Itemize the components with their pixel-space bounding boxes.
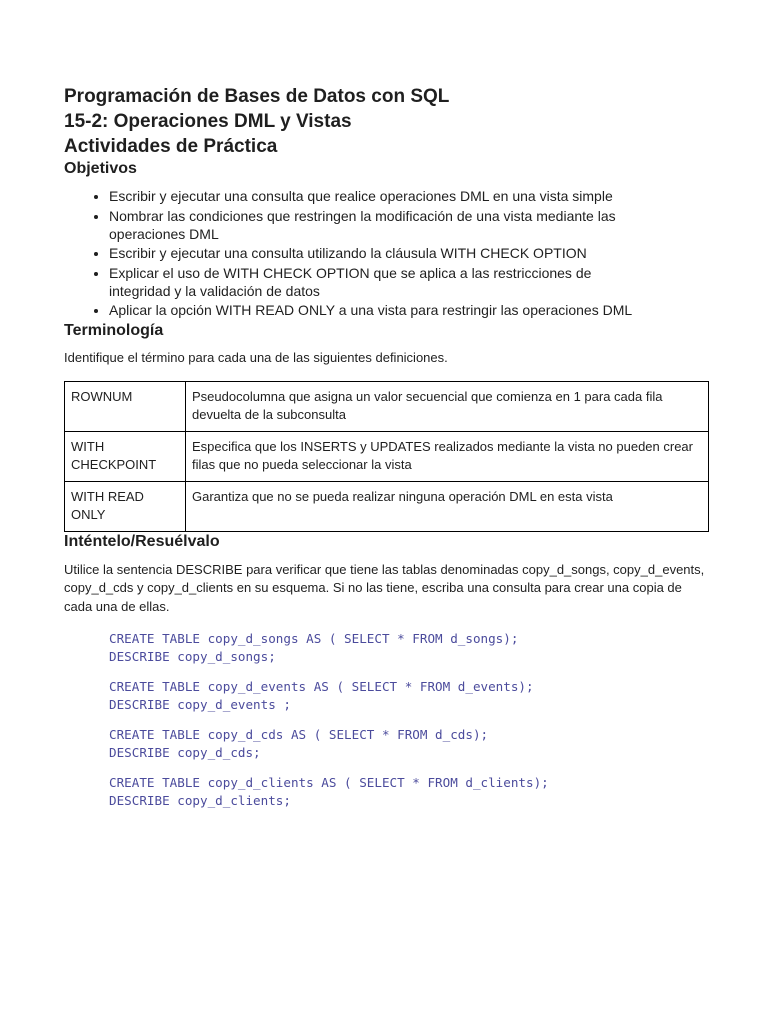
table-row	[65, 431, 709, 481]
definition-cell: Garantiza que no se pueda realizar ninguna operación DML en esta vista	[186, 481, 709, 531]
terminology-intro: Identifique el término para cada una de las siguientes definiciones.	[64, 349, 448, 365]
lesson-title: 15-2: Operaciones DML y Vistas	[64, 111, 352, 132]
code-group	[109, 726, 710, 762]
try-it-instructions: Utilice la sentencia DESCRIBE para verificar que tiene las tablas denominadas copy_d_songs, copy_d_events, copy_d_cds y copy_d_clients en su esquema. Si no las tiene, escriba una consulta para crear una copia de cada una de ellas.	[64, 561, 705, 614]
document-page	[64, 84, 710, 822]
create-statement: CREATE TABLE copy_d_songs AS ( SELECT * FROM d_songs);	[109, 631, 519, 646]
table-row	[65, 381, 709, 431]
activity-title: Actividades de Práctica	[64, 136, 278, 157]
terminology-table	[64, 381, 709, 532]
create-statement: CREATE TABLE copy_d_events AS ( SELECT * FROM d_events);	[109, 679, 534, 694]
objectives-list	[64, 187, 710, 319]
code-group	[109, 774, 710, 810]
describe-statement: DESCRIBE copy_d_events ;	[109, 697, 291, 712]
definition-cell: Especifica que los INSERTS y UPDATES realizados mediante la vista no pueden crear filas que no pueda seleccionar la vista	[186, 431, 709, 481]
course-title: Programación de Bases de Datos con SQL	[64, 86, 450, 107]
describe-statement: DESCRIBE copy_d_songs;	[109, 649, 276, 664]
term-cell: WITH READ ONLY	[65, 481, 186, 531]
code-group	[109, 630, 710, 666]
terminology-heading: Terminología	[64, 321, 164, 339]
term-cell: WITH CHECKPOINT	[65, 431, 186, 481]
definition-cell: Pseudocolumna que asigna un valor secuencial que comienza en 1 para cada fila devuelta de la subconsulta	[186, 381, 709, 431]
list-item: • Escribir y ejecutar una consulta que realice operaciones DML en una vista simple	[109, 187, 710, 205]
document-title	[64, 84, 710, 159]
create-statement: CREATE TABLE copy_d_clients AS ( SELECT * FROM d_clients);	[109, 775, 549, 790]
describe-statement: DESCRIBE copy_d_clients;	[109, 793, 291, 808]
list-item: • Explicar el uso de WITH CHECK OPTION que se aplica a las restricciones de integridad y la validación de datos	[109, 264, 710, 300]
code-group	[109, 678, 710, 714]
table-row	[65, 481, 709, 531]
create-statement: CREATE TABLE copy_d_cds AS ( SELECT * FROM d_cds);	[109, 727, 489, 742]
describe-statement: DESCRIBE copy_d_cds;	[109, 745, 261, 760]
objectives-heading: Objetivos	[64, 160, 137, 177]
list-item: • Aplicar la opción WITH READ ONLY a una vista para restringir las operaciones DML	[109, 301, 710, 319]
try-it-heading: Inténtelo/Resuélvalo	[64, 532, 220, 550]
term-cell: ROWNUM	[65, 381, 186, 431]
sql-code-block	[109, 630, 710, 810]
list-item: • Nombrar las condiciones que restringen la modificación de una vista mediante las operaciones DML	[109, 207, 710, 243]
list-item: • Escribir y ejecutar una consulta utilizando la cláusula WITH CHECK OPTION	[109, 244, 710, 262]
